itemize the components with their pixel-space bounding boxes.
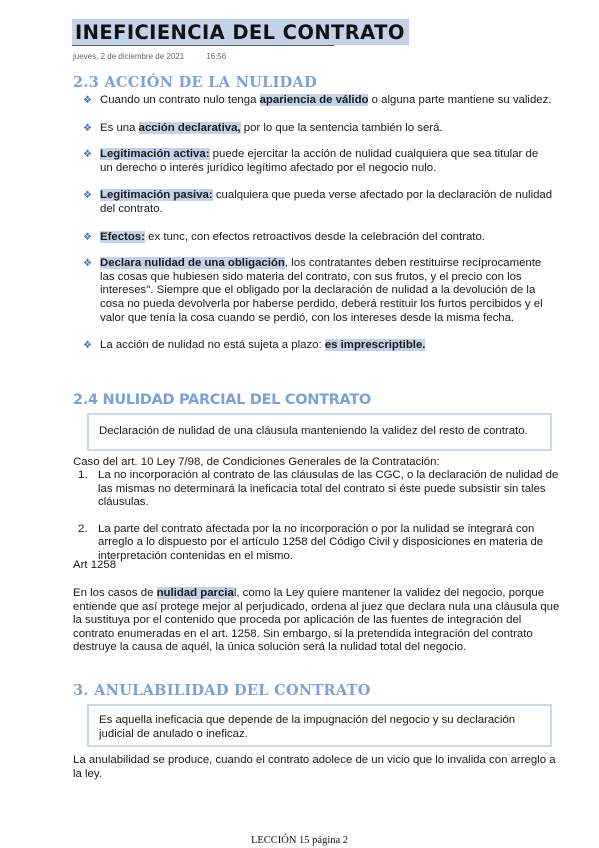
paragraph-anulabilidad: La anulabilidad se produce, cuando el contrato adolece de un vicio que lo invalida con arreglo a la ley.	[73, 754, 556, 780]
text-post: por lo que la sentencia también lo será.	[240, 121, 443, 134]
numbered-list	[78, 469, 564, 564]
date-line	[73, 52, 226, 61]
title-underline	[72, 45, 334, 46]
diamond-bullet-icon: ❖	[83, 190, 92, 202]
text-post: , los contratantes deben restituirse recíprocamente las cosas que hubiesen sido materia del contrato, con sus frutos, y el precio con los intereses". Siempre que el obligado por la declaración de nulidad a la devolución de la cosa no pueda devolverla por haberse perdido, deberá restituir los furtos percibidos y el valor que tenía la cosa cuando se perdió, con los intereses desde la misma fecha.	[100, 257, 543, 324]
highlight-text: Legitimación pasiva:	[100, 189, 213, 202]
definition-text: Declaración de nulidad de una cláusula manteniendo la validez del resto de contrato.	[99, 425, 528, 437]
heading-accion-nulidad: 2.3 ACCIÓN DE LA NULIDAD	[73, 74, 317, 91]
text-post: puede ejercitar la acción de nulidad cualquiera que sea titular de un derecho o interés jurídico legítimo afectado por el negocio nulo.	[100, 148, 539, 174]
highlight-text: acción declarativa,	[138, 121, 241, 134]
highlight-text: apariencia de válido	[259, 94, 369, 106]
list-item	[83, 339, 553, 353]
art-reference: Art 1258	[73, 559, 117, 571]
list-item	[83, 122, 553, 136]
bullet-list-accion	[83, 94, 553, 367]
list-item	[83, 231, 553, 245]
diamond-bullet-icon: ❖	[83, 340, 92, 352]
list-item	[83, 94, 553, 108]
heading-nulidad-parcial: 2.4 NULIDAD PARCIAL DEL CONTRATO	[73, 392, 371, 408]
definition-box-nulidad-parcial	[87, 413, 552, 451]
diamond-bullet-icon: ❖	[83, 95, 92, 106]
list-item	[83, 257, 553, 325]
list-item	[83, 148, 553, 175]
text-post: ex tunc, con efectos retroactivos desde la celebración del contrato.	[144, 230, 485, 243]
heading-anulabilidad: 3. ANULABILIDAD DEL CONTRATO	[73, 682, 371, 699]
text-pre: En los casos de	[73, 587, 157, 599]
list-item	[78, 469, 564, 510]
list-text: La parte del contrato afectada por la no incorporación o por la nulidad se integrará con arreglo a lo dispuesto por el artículo 1258 del Código Civil y disposiciones en materia de interpretación contenidas en el mismo.	[98, 522, 544, 562]
highlight-text: Declara nulidad de una obligación	[100, 257, 285, 270]
highlight-text: nulidad parcia	[156, 587, 234, 599]
text-pre: Cuando un contrato nulo tenga	[100, 94, 260, 106]
title-block	[72, 19, 409, 45]
caso-text: Caso del art. 10 Ley 7/98, de Condiciones Generales de la Contratación:	[73, 456, 440, 468]
list-text: La no incorporación al contrato de las cláusulas de las CGC, o la declaración de nulidad de las mismas no determinará la ineficacia total del contrato si éste puede subsistir sin tales cláusulas.	[98, 469, 559, 509]
definition-box-anulabilidad	[87, 704, 552, 747]
page-title: INEFICIENCIA DEL CONTRATO	[72, 19, 409, 45]
diamond-bullet-icon: ❖	[83, 149, 92, 161]
text-post: l, como la Ley quiere mantener la validez del negocio, porque entiende que así protege mejor al perjudicado, ordena al juez que declara nula una cláusula que la sustituya por el contenido que proceda por aplicación de las fuentes de integración del contrato enumeradas en el art. 1258. Sin embargo, si la pretendida integración del contrato destruye la causa de aquél, la única solución será la nulidad total del negocio.	[73, 587, 560, 654]
list-number: 1.	[78, 469, 88, 481]
time-text: 16:56	[206, 52, 227, 61]
highlight-text: Efectos:	[100, 230, 145, 243]
list-item	[78, 523, 564, 564]
definition-text: Es aquella ineficacia que depende de la impugnación del negocio y su declaración judicial de anulado o ineficaz.	[99, 714, 516, 740]
page-footer: LECCIÓN 15 página 2	[250, 835, 349, 846]
diamond-bullet-icon: ❖	[83, 122, 92, 134]
text-pre: La acción de nulidad no está sujeta a plazo:	[100, 339, 325, 352]
list-item	[83, 189, 553, 216]
date-text: jueves, 2 de diciembre de 2021	[73, 52, 185, 61]
text-post: cualquiera que pueda verse afectado por la declaración de nulidad del contrato.	[100, 189, 553, 215]
text-pre: Es una	[100, 121, 139, 134]
highlight-text: es imprescriptible.	[324, 339, 426, 352]
list-number: 2.	[78, 522, 88, 535]
diamond-bullet-icon: ❖	[83, 258, 92, 270]
paragraph-nulidad-parcial	[73, 587, 563, 655]
diamond-bullet-icon: ❖	[83, 231, 92, 243]
highlight-text: Legitimación activa:	[100, 148, 210, 161]
text-post: o alguna parte mantiene su validez.	[368, 94, 552, 106]
